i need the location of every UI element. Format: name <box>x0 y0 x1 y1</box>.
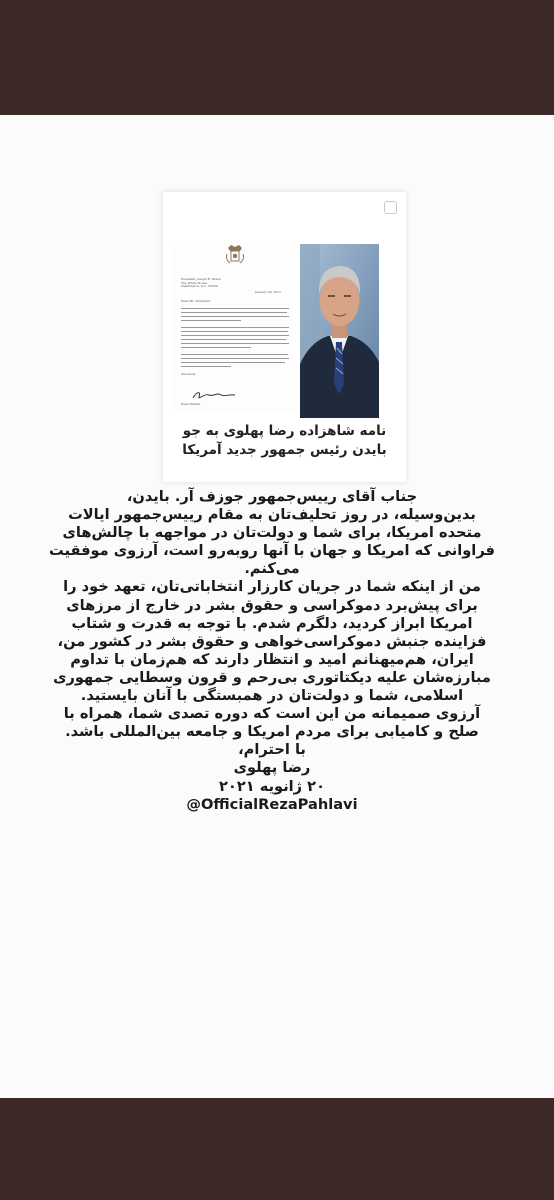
closing-line: با احترام، <box>238 741 306 759</box>
letter-salutation: Dear Mr. President, <box>181 299 211 303</box>
letter-recipient: President Joseph R. Biden The White House Washington, D.C. 20500 <box>181 277 221 289</box>
letter-translation-text <box>10 488 534 814</box>
text-line: امریکا ابراز کردید، دلگرم شدم. با توجه به قدرت و شتاب <box>71 614 473 632</box>
signature-mark <box>191 389 237 401</box>
text-line: بدین‌وسیله، در روز تحلیف‌تان به مقام رییس‌جمهور ایالات <box>68 506 476 524</box>
letter-thumbnail <box>173 242 296 412</box>
text-line: اسلامی، شما و دولت‌تان در همبستگی با آنان بایستید. <box>80 687 464 705</box>
text-line: فراوانی که امریکا و جهان با آنها روبه‌رو است، آرزوی موفقیت <box>49 542 495 560</box>
text-line: من از اینکه شما در جریان کارزار انتخاباتی‌تان، تعهد خود را <box>63 578 481 596</box>
letter-closing: Sincerely, <box>181 372 196 376</box>
letter-date-line: ۲۰ ژانویه ۲۰۲۱ <box>219 777 325 795</box>
post-caption: نامه شاهزاده رضا پهلوی به جو بایدن رئیس جمهور جدید آمریکا <box>182 423 387 458</box>
royal-crest-icon <box>222 242 248 268</box>
text-line: جناب آقای رییس‌جمهور جوزف آر. بایدن، <box>126 488 418 505</box>
text-line: برای پیش‌برد دموکراسی و حقوق بشر در خارج از مرزهای <box>66 596 478 614</box>
letter-signer: Reza Pahlavi <box>181 402 201 406</box>
text-line: فزاینده جنبش دموکراسی‌خواهی و حقوق بشر در کشور من، <box>57 632 487 650</box>
portrait-illustration <box>300 244 379 418</box>
text-line: ایران، هم‌میهنانم امید و انتظار دارند که هم‌زمان با تداوم <box>70 650 474 668</box>
text-line: می‌کنم. <box>244 560 300 578</box>
text-line: مبارزه‌شان علیه دیکتاتوری بی‌رحم و قرون وسطایی جمهوری <box>53 668 491 686</box>
letter-date: January 20, 2021 <box>255 290 282 294</box>
top-dark-band <box>0 0 554 115</box>
story-content <box>0 115 554 1098</box>
portrait-photo <box>300 244 379 418</box>
embedded-post-image[interactable] <box>163 192 406 482</box>
text-line: صلح و کامیابی برای مردم امریکا و جامعه بین‌المللی باشد. <box>65 723 479 741</box>
text-line: متحده امریکا، برای شما و دولت‌تان در مواجهه با چالش‌های <box>62 524 482 542</box>
bookmark-square-icon <box>384 201 397 214</box>
text-line: آرزوی صمیمانه من این است که دوره تصدی شما، همراه با <box>63 705 481 723</box>
social-handle[interactable]: @OfficialRezaPahlavi <box>186 795 358 813</box>
signer-name: رضا پهلوی <box>233 759 311 777</box>
bottom-dark-band <box>0 1098 554 1200</box>
